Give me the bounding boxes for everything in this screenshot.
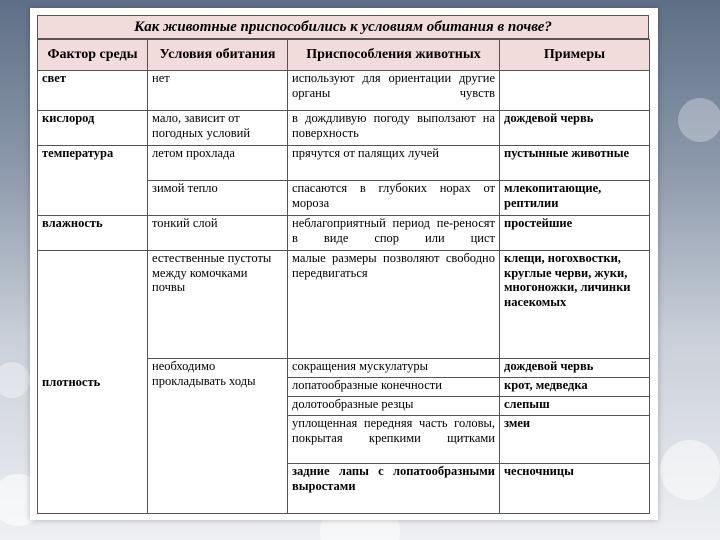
soil-adaptations-table (37, 39, 650, 514)
condition-cell: естественные пустоты между комочками почвы (148, 251, 288, 359)
factor-cell: влажность (38, 216, 148, 251)
example-cell: змеи (500, 416, 650, 464)
header-examples: Примеры (500, 40, 650, 71)
example-cell: клещи, ногохвостки, круглые черви, жуки, многоножки, личинки насекомых (500, 251, 650, 359)
example-cell: слепыш (500, 397, 650, 416)
header-conditions: Условия обитания (148, 40, 288, 71)
example-cell: крот, медведка (500, 378, 650, 397)
factor-cell: кислород (38, 111, 148, 146)
condition-cell: мало, зависит от погодных условий (148, 111, 288, 146)
header-row (38, 40, 650, 71)
adaptation-cell: уплощенная передняя часть головы, покрытая крепкими щитками (288, 416, 500, 464)
header-factor: Фактор среды (38, 40, 148, 71)
adaptation-cell: лопатообразные конечности (288, 378, 500, 397)
example-cell: простейшие (500, 216, 650, 251)
header-adaptations: Приспособления животных (288, 40, 500, 71)
factor-cell: температура (38, 146, 148, 216)
example-cell: млекопитающие, рептилии (500, 181, 650, 216)
condition-cell: тонкий слой (148, 216, 288, 251)
example-cell: пустынные животные (500, 146, 650, 181)
condition-cell: зимой тепло (148, 181, 288, 216)
condition-cell: летом прохлада (148, 146, 288, 181)
adaptation-cell: прячутся от палящих лучей (288, 146, 500, 181)
condition-cell: необходимо прокладывать ходы (148, 359, 288, 514)
table-row (38, 216, 650, 251)
factor-cell: свет (38, 71, 148, 111)
adaptation-cell: задние лапы с лопатообразными выростами (288, 464, 500, 514)
adaptation-cell: сокращения мускулатуры (288, 359, 500, 378)
example-cell (500, 71, 650, 111)
table-row (38, 111, 650, 146)
adaptation-cell: малые размеры позволяют свободно передвигаться (288, 251, 500, 359)
condition-cell: нет (148, 71, 288, 111)
example-cell: чесночницы (500, 464, 650, 514)
factor-cell: плотность (38, 251, 148, 514)
table-row (38, 251, 650, 359)
example-cell: дождевой червь (500, 359, 650, 378)
adaptation-cell: в дождливую погоду выползают на поверхность (288, 111, 500, 146)
slide-card (30, 8, 658, 520)
adaptation-cell: долотообразные резцы (288, 397, 500, 416)
table-title: Как животные приспособились к условиям обитания в почве? (37, 15, 649, 39)
adaptation-cell: неблагоприятный период пе-реносят в виде спор или цист (288, 216, 500, 251)
example-cell: дождевой червь (500, 111, 650, 146)
table-row (38, 71, 650, 111)
adaptation-cell: спасаются в глубоких норах от мороза (288, 181, 500, 216)
adaptation-cell: используют для ориентации другие органы чувств (288, 71, 500, 111)
table-row (38, 146, 650, 181)
